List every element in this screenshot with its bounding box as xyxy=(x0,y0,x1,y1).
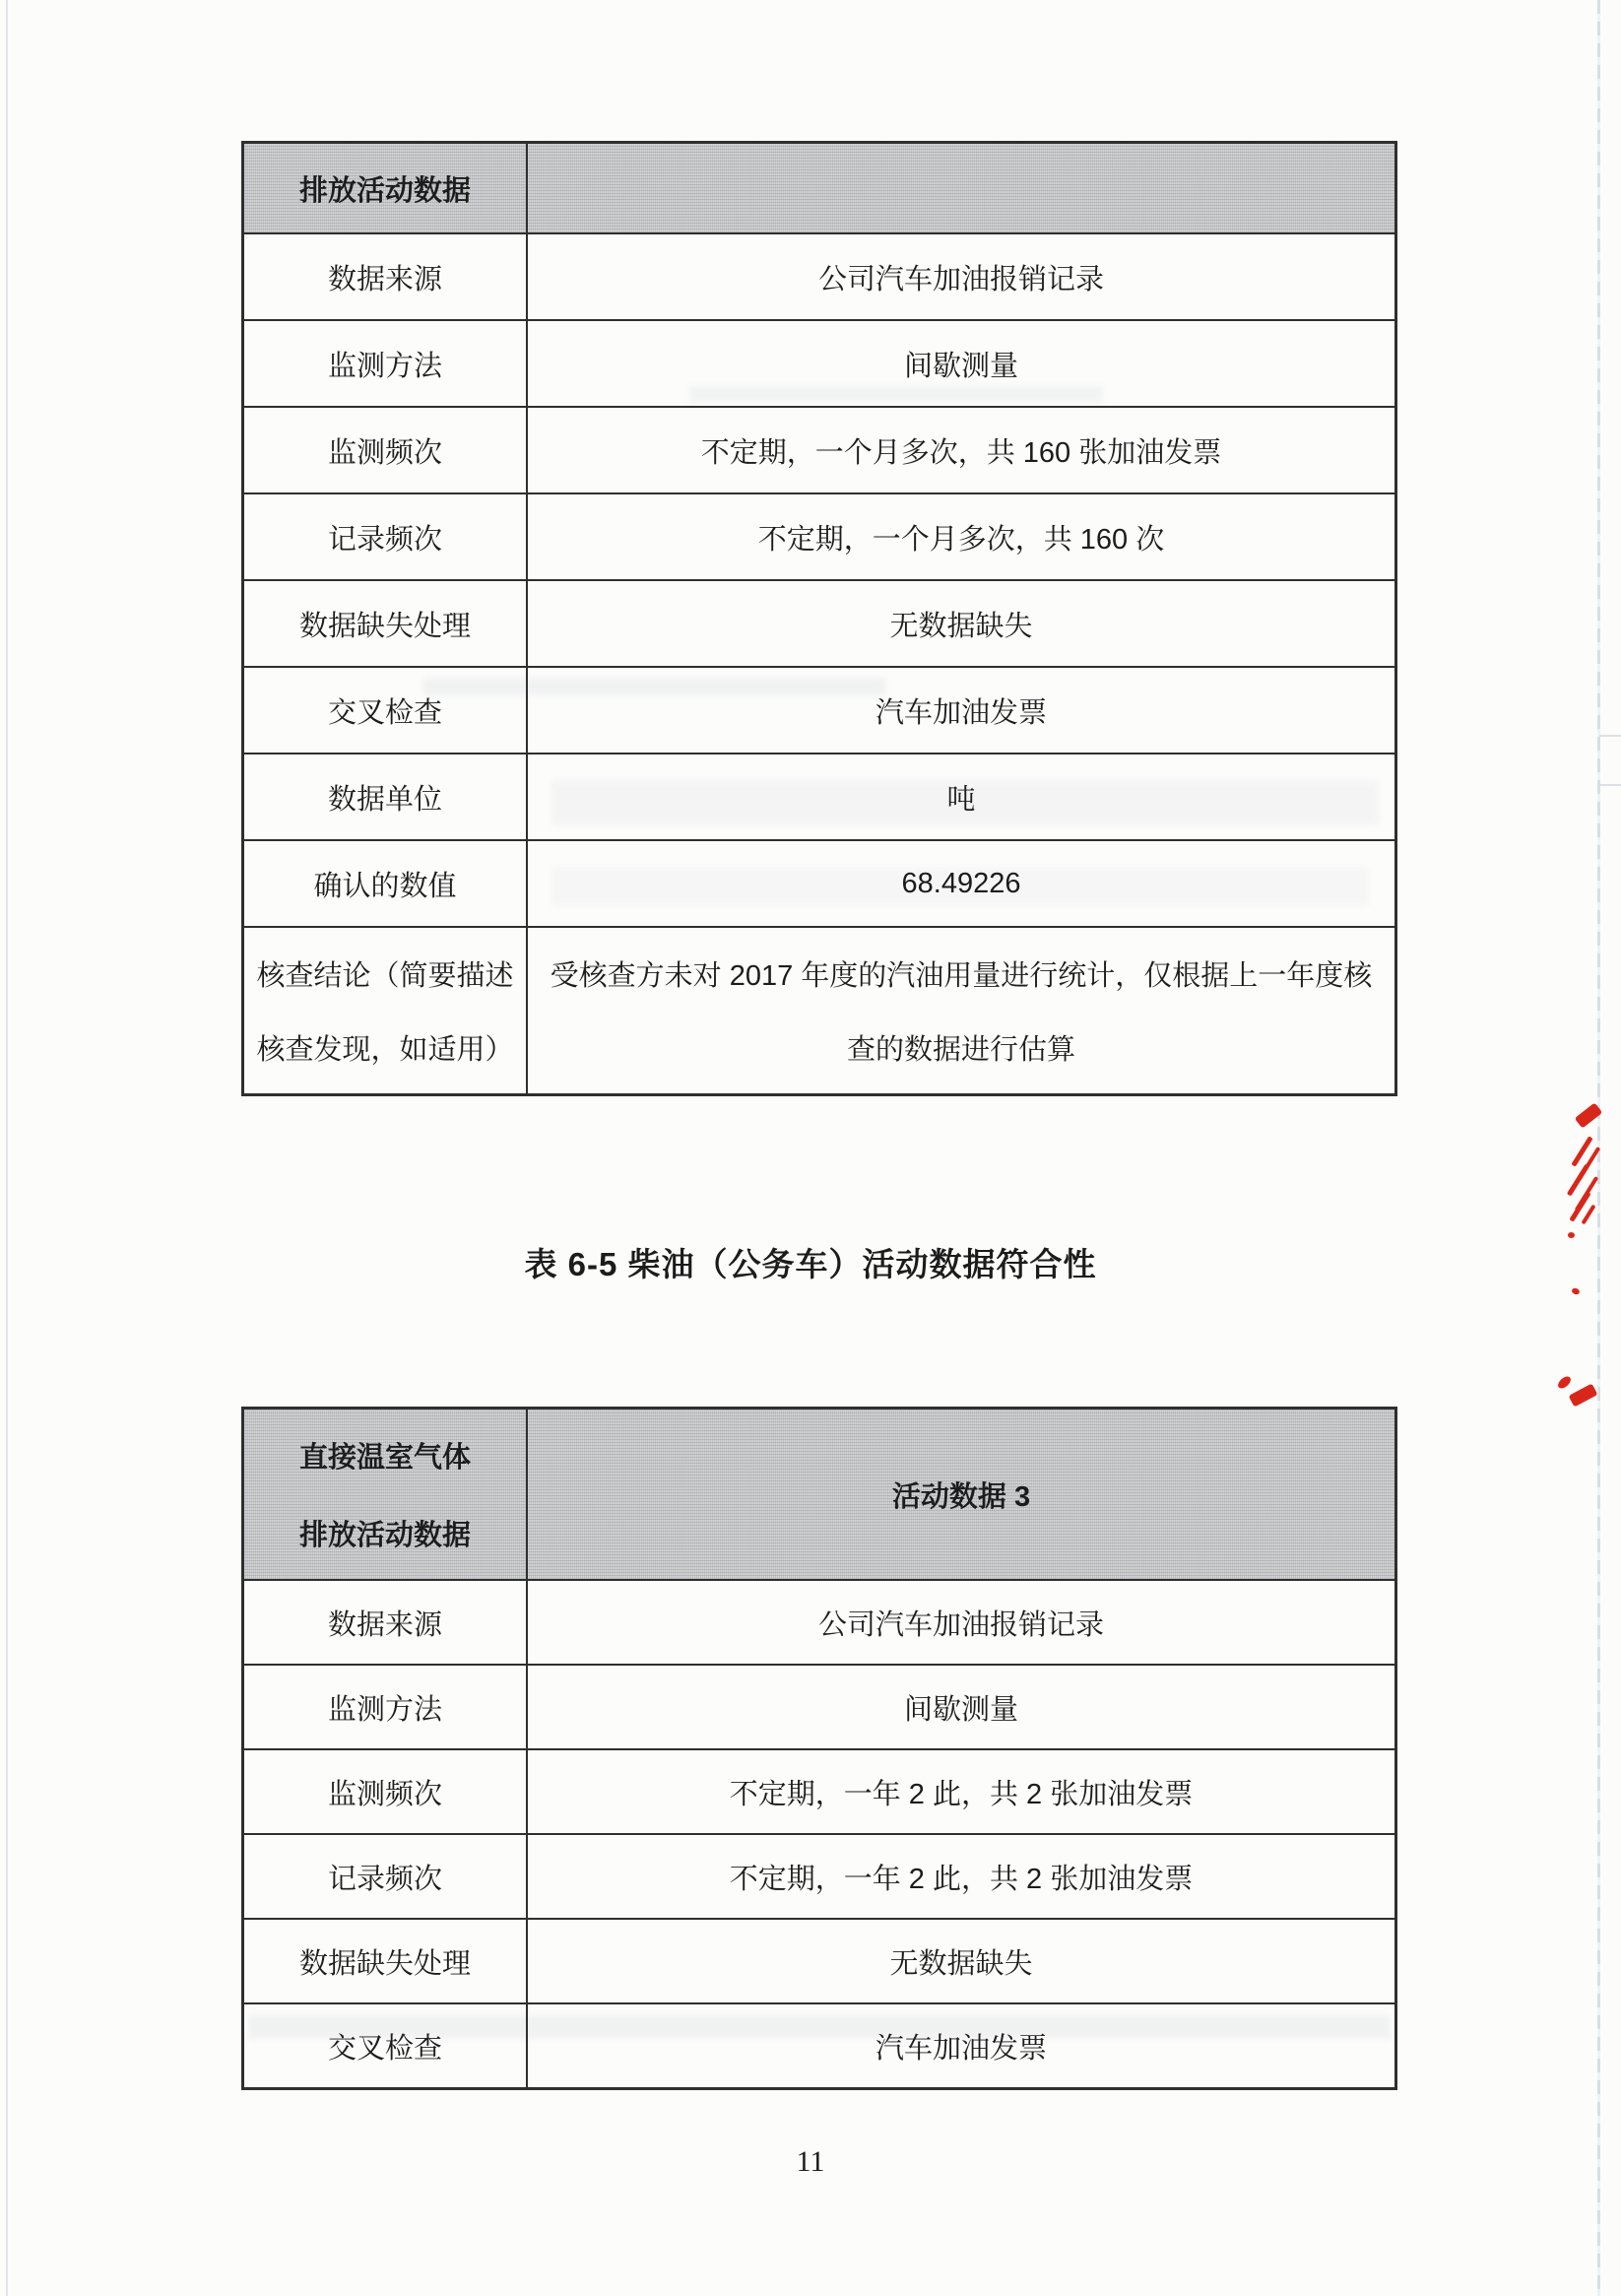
row-value: 间歇测量 xyxy=(903,350,1018,382)
row-label: 监测方法 xyxy=(244,1666,528,1748)
conclusion-value-line: 查的数据进行估算 xyxy=(846,1034,1075,1066)
table-row xyxy=(244,1918,1394,2002)
page-number: 11 xyxy=(796,2145,825,2178)
row-value: 汽车加油发票 xyxy=(875,696,1047,729)
scan-bleed-mark xyxy=(1599,735,1621,737)
row-label: 数据单位 xyxy=(244,754,528,839)
row-label: 数据来源 xyxy=(244,234,528,319)
red-pen-mark xyxy=(1571,1287,1581,1295)
row-label: 数据缺失处理 xyxy=(244,1920,528,2002)
scan-left-edge-line xyxy=(6,0,8,2296)
conclusion-label-line: 核查发现，如适用） xyxy=(256,1034,514,1066)
table-row xyxy=(244,319,1394,406)
table-row xyxy=(244,406,1394,492)
table-row-conclusion xyxy=(244,926,1394,1093)
row-label: 监测频次 xyxy=(244,1750,528,1833)
row-value: 间歇测量 xyxy=(903,1693,1018,1726)
row-value: 68.49226 xyxy=(901,867,1021,899)
row-value: 不定期，一年 2 此，共 2 张加油发票 xyxy=(729,1863,1194,1895)
row-value: 不定期，一年 2 此，共 2 张加油发票 xyxy=(729,1778,1194,1810)
table-row xyxy=(244,579,1394,666)
row-label: 记录频次 xyxy=(244,494,528,579)
table-direct-ghg-activity-data xyxy=(241,1407,1397,2090)
red-pen-mark xyxy=(1581,1205,1595,1225)
row-label: 交叉检查 xyxy=(244,2004,528,2087)
conclusion-label-line: 核查结论（简要描述 xyxy=(256,960,514,992)
table-row xyxy=(244,2002,1394,2087)
table-row xyxy=(244,1833,1394,1918)
row-label: 监测方法 xyxy=(244,321,528,406)
table2-header-label xyxy=(244,1410,528,1579)
row-label: 交叉检查 xyxy=(244,668,528,753)
red-pen-mark xyxy=(1556,1374,1573,1391)
table-row xyxy=(244,492,1394,579)
row-value xyxy=(528,928,1394,1093)
red-pen-mark xyxy=(1575,1102,1602,1128)
row-value: 吨 xyxy=(946,783,976,816)
table-row xyxy=(244,753,1394,839)
row-label: 数据缺失处理 xyxy=(244,581,528,666)
scan-bleed-mark xyxy=(1599,784,1621,786)
table1-header-row xyxy=(244,144,1394,232)
row-label: 数据来源 xyxy=(244,1581,528,1664)
row-label xyxy=(244,928,528,1093)
red-pen-marks xyxy=(1554,1101,1621,1416)
row-value: 不定期，一个月多次，共 160 张加油发票 xyxy=(700,436,1222,469)
header-label-line: 直接温室气体 xyxy=(298,1442,471,1474)
row-label: 确认的数值 xyxy=(244,841,528,926)
table-row xyxy=(244,232,1394,319)
red-pen-mark xyxy=(1569,1383,1598,1407)
table1-header-value xyxy=(528,144,1394,232)
row-value: 公司汽车加油报销记录 xyxy=(817,1608,1104,1641)
row-value: 无数据缺失 xyxy=(889,610,1033,642)
row-value: 无数据缺失 xyxy=(889,1947,1033,1980)
row-label: 记录频次 xyxy=(244,1835,528,1918)
table-emission-activity-data xyxy=(241,141,1397,1096)
row-value: 汽车加油发票 xyxy=(875,2032,1047,2065)
table-row xyxy=(244,1748,1394,1833)
table-row xyxy=(244,1579,1394,1664)
table-row xyxy=(244,839,1394,926)
table-row xyxy=(244,666,1394,753)
row-label: 监测频次 xyxy=(244,408,528,492)
table2-header-value: 活动数据 3 xyxy=(891,1480,1031,1513)
conclusion-value-line: 受核查方未对 2017 年度的汽油用量进行统计，仅根据上一年度核 xyxy=(550,960,1373,992)
row-value: 公司汽车加油报销记录 xyxy=(817,263,1104,295)
red-pen-mark xyxy=(1568,1232,1575,1238)
table1-header-label: 排放活动数据 xyxy=(244,144,528,232)
table-caption: 表 6-5 柴油（公务车）活动数据符合性 xyxy=(524,1246,1097,1282)
table-row xyxy=(244,1664,1394,1748)
table2-header-row xyxy=(244,1410,1394,1579)
row-value: 不定期，一个月多次，共 160 次 xyxy=(757,523,1165,556)
header-label-line: 排放活动数据 xyxy=(298,1520,471,1551)
